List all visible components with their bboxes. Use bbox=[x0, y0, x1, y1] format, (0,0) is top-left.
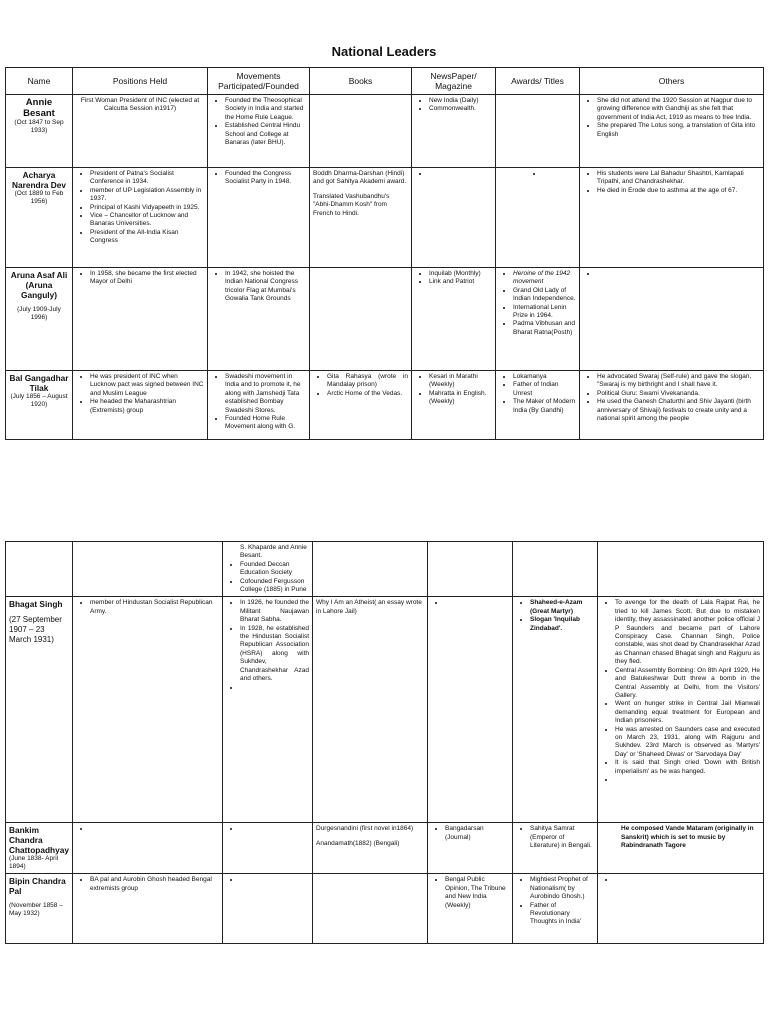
list-item: • He advocated Swaraj (Self-rule) and gave the slogan, "Swaraj is my birthright and I shall have it. bbox=[597, 373, 760, 390]
list-item bbox=[240, 684, 309, 692]
header-awards: Awards/ Titles bbox=[496, 68, 580, 95]
list-item: • President of the All-India Kisan Congress bbox=[90, 229, 204, 246]
name-cell bbox=[6, 874, 73, 944]
leader-name: Bipin Chandra Pal bbox=[9, 876, 66, 897]
list-item bbox=[429, 170, 492, 178]
positions-cell bbox=[73, 268, 208, 371]
list-item: • Inquilab (Monthly) bbox=[429, 270, 492, 278]
book-text: Translated Vashubandhu's "Abhi-Dhamm Kosh" from French to Hindi. bbox=[313, 192, 390, 217]
list-item: • Lokamanya bbox=[513, 373, 576, 381]
list-item: • Founded Deccan Education Society bbox=[240, 561, 309, 578]
awards-cell bbox=[496, 95, 580, 168]
list-item: • In 1926, he founded the Militant Naujawan Bharat Sabha. bbox=[240, 599, 309, 624]
list-item: • Founded Home Rule Movement along with G. bbox=[225, 415, 306, 432]
movements-cell bbox=[208, 95, 310, 168]
books-cell bbox=[310, 268, 412, 371]
list-item: • BA pal and Aurobin Ghosh headed Bengal extremists group bbox=[90, 876, 219, 893]
leader-dates: (Oct 1847 to Sep 1933) bbox=[14, 119, 64, 134]
positions-cell bbox=[73, 542, 223, 597]
newspaper-cell bbox=[428, 542, 513, 597]
header-positions: Positions Held bbox=[73, 68, 208, 95]
books-cell bbox=[313, 542, 428, 597]
awards-cell bbox=[513, 597, 598, 823]
header-movements: Movements Participated/Founded bbox=[208, 68, 310, 95]
list-item: • He was president of INC when Lucknow pact was signed between INC and Muslim League bbox=[90, 373, 204, 398]
leader-dates: (July 1909-July 1996) bbox=[17, 306, 61, 321]
newspaper-cell bbox=[412, 168, 496, 268]
book-text: Why I Am an Atheist( an essay wrote in Lahore Jail) bbox=[316, 599, 422, 615]
positions-cell bbox=[73, 95, 208, 168]
name-cell bbox=[6, 597, 73, 823]
newspaper-cell bbox=[428, 874, 513, 944]
newspaper-cell bbox=[412, 371, 496, 440]
books-cell bbox=[310, 168, 412, 268]
list-item: • He used the Ganesh Chaturthi and Shiv Jayanti (birth anniversary of Shivaji) festivals to create unity and a national spirit among the people bbox=[597, 398, 760, 423]
list-item: • Mahratta in English. (Weekly) bbox=[429, 390, 492, 407]
position-text: First Woman President of INC (elected at Calcutta Session in1917) bbox=[80, 97, 200, 113]
list-item: • He was arrested on Saunders case and executed on March 23, 1931, along with Rajguru and Sukhdev. 23rd March is observed as 'Martyrs' Day' or 'Shaheed Diwas' or 'Sarvodaya Day' bbox=[615, 726, 760, 760]
list-item bbox=[240, 825, 309, 833]
name-cell bbox=[6, 95, 73, 168]
name-cell bbox=[6, 168, 73, 268]
leader-name: Bhagat Singh bbox=[9, 599, 63, 610]
list-item: • In 1928, he established the Hindustan Socialist Republican Association (HSRA) along with Sukhdev, Chandrashekhar Azad and others. bbox=[240, 625, 309, 684]
table-row bbox=[6, 597, 764, 823]
list-item: • Shaheed-e-Azam (Great Martyr) bbox=[530, 599, 594, 616]
books-cell bbox=[313, 874, 428, 944]
list-item bbox=[615, 776, 760, 784]
others-cell bbox=[598, 823, 764, 874]
list-item: • In 1958, she became the first elected Mayor of Delhi bbox=[90, 270, 204, 287]
newspaper-cell bbox=[412, 95, 496, 168]
positions-cell bbox=[73, 823, 223, 874]
others-cell bbox=[598, 874, 764, 944]
table-row bbox=[6, 823, 764, 874]
list-item: • Grand Old Lady of Indian Independence. bbox=[513, 287, 576, 304]
list-item bbox=[445, 599, 509, 607]
list-item: • His students were Lal Bahadur Shashtri, Kamlapati Tripathi, and Chandrashekhar. bbox=[597, 170, 760, 187]
movements-cell bbox=[223, 597, 313, 823]
leader-name: Annie Besant bbox=[23, 97, 55, 119]
book-text: Anandamath(1882) (Bengali) bbox=[316, 839, 400, 847]
list-item: • New India (Daily) bbox=[429, 97, 492, 105]
leader-dates: (June 1838- April 1894) bbox=[9, 855, 59, 871]
list-item: • Founded the Theosophical Society in India and started the Home Rule League. bbox=[225, 97, 306, 122]
leader-dates: (Oct 1889 to Feb 1956) bbox=[14, 190, 64, 205]
newspaper-cell bbox=[412, 268, 496, 371]
list-item: • Central Assembly Bombing: On 8th April 1929, He and Batukeshwar Dutt threw a bomb in the Central Assembly at Delhi, from the Visitors' Gallery. bbox=[615, 667, 760, 701]
list-item: • Political Guru: Swami Vivekananda. bbox=[597, 390, 760, 398]
others-cell bbox=[580, 371, 764, 440]
leaders-table-page-1 bbox=[5, 67, 764, 440]
books-cell bbox=[313, 823, 428, 874]
list-item: • President of Patna's Socialist Conference in 1934. bbox=[90, 170, 204, 187]
others-text: He composed Vande Mataram (originally in Sanskrit) which is set to music by Rabindranath Tagore bbox=[621, 825, 754, 850]
list-item: • Heroine of the 1942 movement bbox=[513, 270, 576, 287]
list-item: • Founded the Congress Socialist Party in 1948. bbox=[225, 170, 306, 187]
others-cell bbox=[580, 95, 764, 168]
list-item: • Established Central Hindu School and College at Banaras (later BHU). bbox=[225, 122, 306, 147]
movements-cell bbox=[208, 168, 310, 268]
others-cell bbox=[598, 597, 764, 823]
name-cell bbox=[6, 823, 73, 874]
list-item: • Mightiest Prophet of Nationalism( by Aurobindo Ghosh.) bbox=[530, 876, 594, 901]
list-item bbox=[499, 170, 576, 178]
list-item: • Bangadarsan (Journal) bbox=[445, 825, 509, 842]
awards-cell bbox=[496, 371, 580, 440]
positions-cell bbox=[73, 371, 208, 440]
list-item: • Principal of Kashi Vidyapeeth in 1925. bbox=[90, 204, 204, 212]
table-row bbox=[6, 874, 764, 944]
leader-name: Bal Gangadhar Tilak bbox=[9, 373, 69, 393]
movements-cell bbox=[223, 823, 313, 874]
movements-cell bbox=[223, 542, 313, 597]
list-item: • Arctic Home of the Vedas. bbox=[327, 390, 408, 398]
book-text: Boddh Dharma-Darshan (Hindi) and got Sahitya Akademi award. bbox=[313, 170, 407, 186]
leader-name: Aruna Asaf Ali (Aruna Ganguly) bbox=[10, 270, 68, 300]
movements-cell bbox=[208, 371, 310, 440]
movements-cell bbox=[223, 874, 313, 944]
movements-cell bbox=[208, 268, 310, 371]
newspaper-cell bbox=[428, 597, 513, 823]
books-cell bbox=[310, 371, 412, 440]
list-item: • member of Hindustan Socialist Republican Army. bbox=[90, 599, 219, 616]
positions-cell bbox=[73, 168, 208, 268]
name-cell bbox=[6, 371, 73, 440]
others-cell bbox=[580, 268, 764, 371]
awards-cell bbox=[513, 874, 598, 944]
table-row bbox=[6, 371, 764, 440]
list-item: • She did not attend the 1920 Session at Nagpur due to growing difference with Gandhiji as she felt that government of India Act, 1919 as means to free India. bbox=[597, 97, 760, 122]
list-item: • International Lenin Prize in 1964. bbox=[513, 304, 576, 321]
list-item: • In 1942, she hoisted the Indian National Congress tricolor Flag at Mumbai's Gowalia Tank Grounds bbox=[225, 270, 306, 304]
list-item: • Commonwealth. bbox=[429, 105, 492, 113]
list-item: • Sahitya Samrat (Emperor of Literature) in Bengali. bbox=[530, 825, 594, 850]
leader-name: Bankim Chandra Chattopadhyay bbox=[9, 825, 69, 856]
list-item: • Swadeshi movement in India and to promote it, he along with Jamshedji Tata established Bombay Swadeshi Stores. bbox=[225, 373, 306, 415]
table-row bbox=[6, 268, 764, 371]
table-row bbox=[6, 95, 764, 168]
table-row bbox=[6, 168, 764, 268]
list-item: • member of UP Legislation Assembly in 1937. bbox=[90, 187, 204, 204]
list-item bbox=[240, 876, 309, 884]
table-row bbox=[6, 542, 764, 597]
list-item: • She prepared The Lotus song, a translation of Gita into English bbox=[597, 122, 760, 139]
awards-cell bbox=[513, 542, 598, 597]
awards-cell bbox=[496, 268, 580, 371]
movement-text: S. Khaparde and Annie Besant. bbox=[240, 544, 307, 560]
positions-cell bbox=[73, 874, 223, 944]
name-cell bbox=[6, 542, 73, 597]
leader-dates: (November 1858 – May 1932) bbox=[9, 902, 63, 918]
list-item: • Link and Patriot bbox=[429, 278, 492, 286]
header-books: Books bbox=[310, 68, 412, 95]
list-item: • The Maker of Modern India (By Gandhi) bbox=[513, 398, 576, 415]
list-item: • Vice – Chancellor of Lucknow and Banaras Universities. bbox=[90, 212, 204, 229]
list-item: • He headed the Maharashtrian (Extremists) group bbox=[90, 398, 204, 415]
page-title: National Leaders bbox=[331, 44, 437, 59]
list-item bbox=[597, 270, 760, 278]
books-cell bbox=[313, 597, 428, 823]
header-others: Others bbox=[580, 68, 764, 95]
header-name: Name bbox=[6, 68, 73, 95]
list-item: • Cofounded Fergusson College (1885) in Pune bbox=[240, 578, 309, 595]
positions-cell bbox=[73, 597, 223, 823]
list-item: • Father of Indian Unrest bbox=[513, 381, 576, 398]
awards-cell bbox=[513, 823, 598, 874]
list-item: • Went on hunger strike in Central Jail Mianwali demanding equal treatment for European and Indian prisoners. bbox=[615, 700, 760, 725]
leader-name: Acharya Narendra Dev bbox=[12, 170, 66, 190]
list-item: • Father of Revolutionary Thoughts in India' bbox=[530, 902, 594, 927]
list-item bbox=[90, 825, 219, 833]
list-item: • To avenge for the death of Lala Rajpat Rai, he tried to kill James Scott. But due to mistaken identity, they assassinated another police official J P Saunders and became part of Lahore Conspiracy Case. Channan Singh, Police constable, was shot dead by Chandrasekhar Azad as Channan chased Bhagat singh and Rajguru as they fled. bbox=[615, 599, 760, 666]
list-item: • Kesari in Marathi (Weekly) bbox=[429, 373, 492, 390]
leader-dates: (July 1856 – August 1920) bbox=[10, 393, 68, 408]
list-item: • Slogan 'Inquilab Zindabad'. bbox=[530, 616, 594, 633]
others-cell bbox=[598, 542, 764, 597]
others-cell bbox=[580, 168, 764, 268]
list-item: • Gita Rahasya (wrote in Mandalay prison) bbox=[327, 373, 408, 390]
header-row bbox=[6, 68, 764, 95]
list-item: • He died in Erode due to asthma at the age of 67. bbox=[597, 187, 760, 195]
books-cell bbox=[310, 95, 412, 168]
list-item: • It is said that Singh cried 'Down with British imperialism' as he was hanged. bbox=[615, 759, 760, 776]
awards-cell bbox=[496, 168, 580, 268]
leader-dates: (27 September 1907 – 23 March 1931) bbox=[9, 615, 62, 645]
header-newspaper: NewsPaper/ Magazine bbox=[412, 68, 496, 95]
book-text: Durgesnandini (first novel in1864) bbox=[316, 825, 414, 833]
list-item bbox=[615, 876, 760, 884]
list-item: • Padma Vibhusan and Bharat Ratna(Posth) bbox=[513, 320, 576, 337]
newspaper-cell bbox=[428, 823, 513, 874]
leaders-table-page-2 bbox=[5, 541, 764, 944]
list-item: • Bengal Public Opinion, The Tribune and New India (Weekly) bbox=[445, 876, 509, 910]
name-cell bbox=[6, 268, 73, 371]
